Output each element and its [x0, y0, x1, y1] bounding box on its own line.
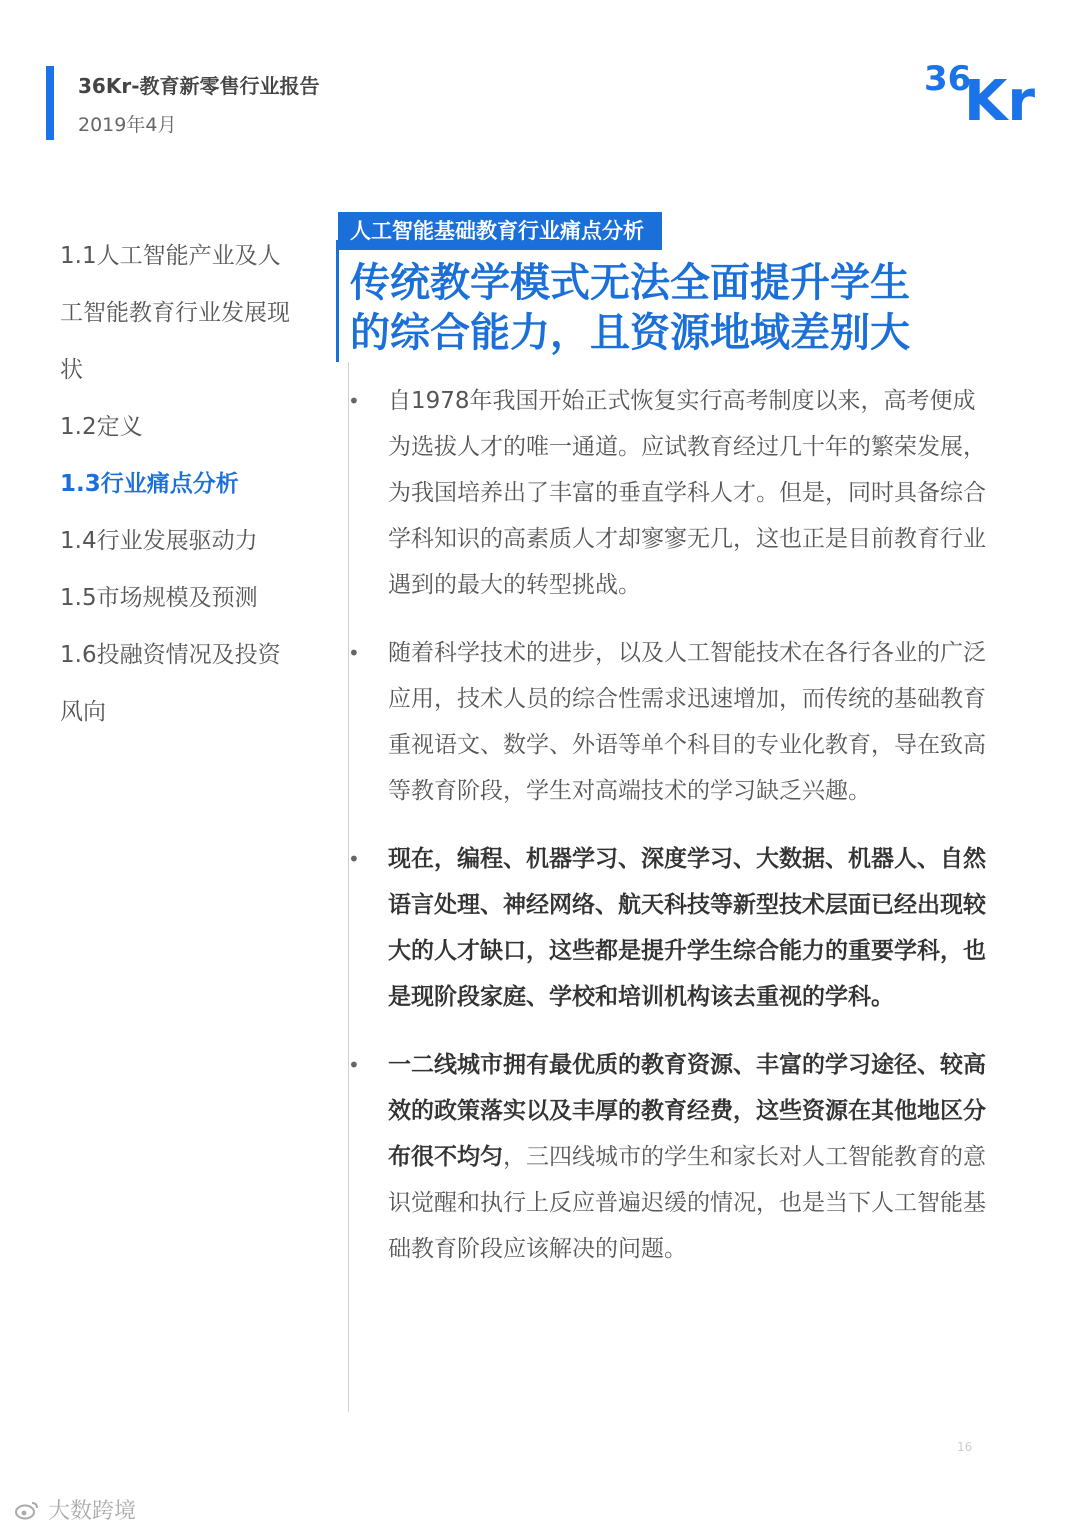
bullet-item [348, 378, 988, 608]
toc-item[interactable]: 1.4行业发展驱动力 [60, 528, 258, 554]
bullet-text: 自1978年我国开始正式恢复实行高考制度以来，高考便成为选拔人才的唯一通道。应试教育经过几十年的繁荣发展，为我国培养出了丰富的垂直学科人才。但是，同时具备综合学科知识的高素质人才却寥寥无几，这也正是目前教育行业遇到的最大的转型挑战。 [388, 388, 986, 598]
watermark-text: 大数跨境 [48, 1499, 137, 1524]
headline-accent-line [336, 240, 339, 362]
toc-item[interactable]: 风向 [60, 699, 106, 725]
section-tag: 人工智能基础教育行业痛点分析 [338, 212, 662, 250]
bullet-icon: • [348, 847, 360, 871]
bullet-text: 随着科学技术的进步，以及人工智能技术在各行各业的广泛应用，技术人员的综合性需求迅速增加，而传统的基础教育重视语文、数学、外语等单个科目的专业化教育，导在致高等教育阶段，学生对高端技术的学习缺乏兴趣。 [388, 640, 986, 804]
toc-item[interactable]: 工智能教育行业发展现 [60, 300, 290, 326]
bullet-icon: • [348, 1053, 360, 1077]
bullet-item [348, 630, 988, 814]
toc-item[interactable]: 1.6投融资情况及投资 [60, 642, 281, 668]
bullet-icon: • [348, 641, 360, 665]
36kr-logo [920, 56, 1040, 126]
headline-line: 的综合能力，且资源地域差别大 [350, 310, 910, 356]
page-headline [350, 258, 1000, 358]
weibo-icon [14, 1500, 40, 1520]
bullet-icon: • [348, 389, 360, 413]
headline-line: 传统教学模式无法全面提升学生 [350, 260, 910, 306]
bullet-list [348, 378, 988, 1294]
toc-item[interactable]: 状 [60, 357, 83, 383]
toc-item[interactable]: 1.1人工智能产业及人 [60, 243, 281, 269]
toc-item-active[interactable]: 1.3行业痛点分析 [60, 471, 239, 497]
logo-text-small: 36 [924, 59, 972, 99]
bullet-bold-text: 现在，编程、机器学习、深度学习、大数据、机器人、自然语言处理、神经网络、航天科技等新型技术层面已经出现较大的人才缺口，这些都是提升学生综合能力的重要学科，也是现阶段家庭、学校和培训机构该去重视的学科。 [388, 846, 986, 1010]
logo-text-large: Kr [964, 69, 1036, 126]
table-of-contents [60, 228, 310, 741]
bullet-item [348, 836, 988, 1020]
report-title: 36Kr-教育新零售行业报告 [78, 74, 320, 98]
bullet-text: ，三四线城市的学生和家长对人工智能教育的意识觉醒和执行上反应普遍迟缓的情况，也是当下人工智能基础教育阶段应该解决的问题。 [388, 1144, 986, 1262]
report-date: 2019年4月 [78, 114, 177, 136]
toc-item[interactable]: 1.5市场规模及预测 [60, 585, 258, 611]
bullet-item [348, 1042, 988, 1272]
watermark [14, 1494, 136, 1525]
header-accent-bar [46, 66, 54, 140]
bullet-bold-text: 一二线城市拥有最优质的教育资源、丰富的学习途径、较高效的政策落实以及丰厚的教育经费，这些资源在其他地区分布很不均匀 [388, 1052, 986, 1170]
page-number: 16 [957, 1440, 973, 1454]
toc-item[interactable]: 1.2定义 [60, 414, 143, 440]
